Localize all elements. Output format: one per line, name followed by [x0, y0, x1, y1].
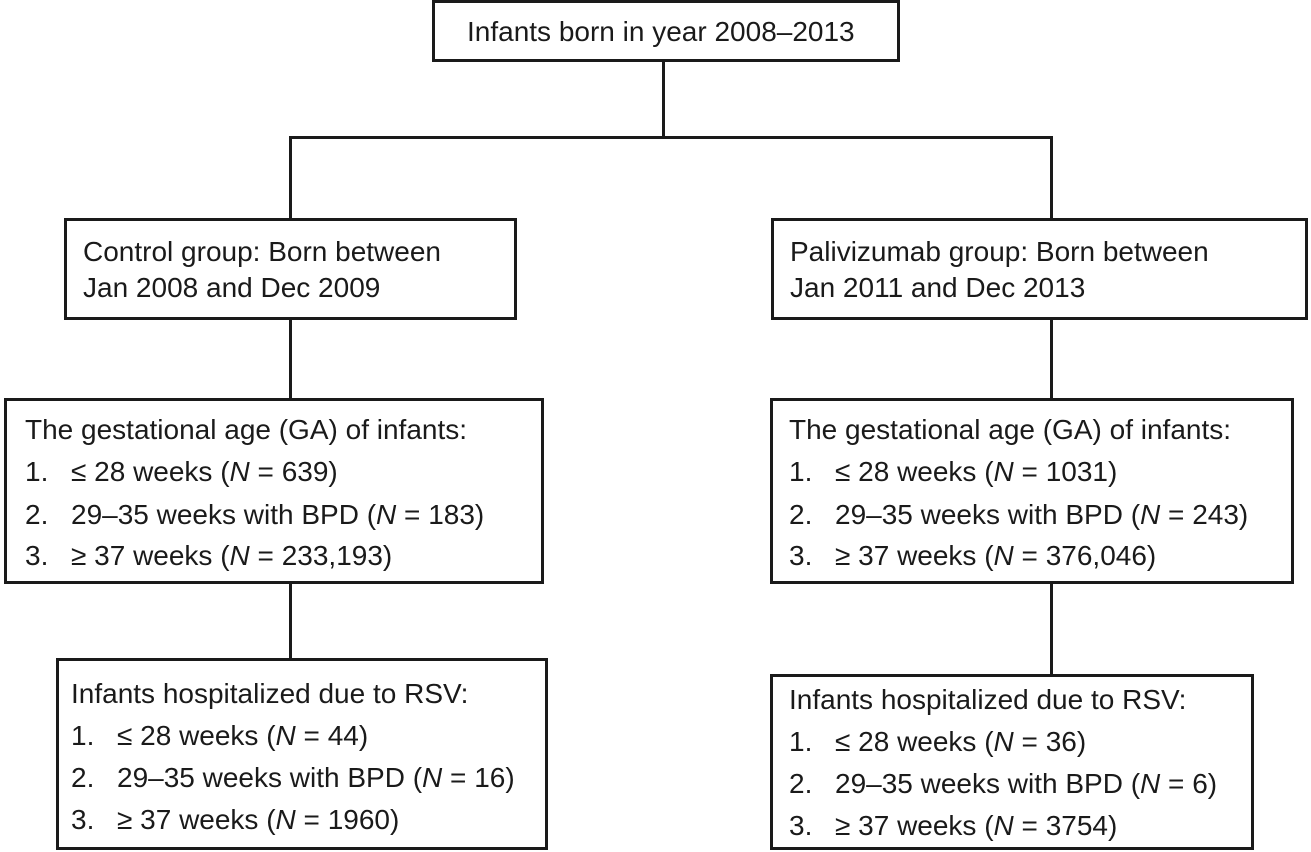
top-box-title: Infants born in year 2008–2013 [467, 16, 855, 47]
control-hosp-item: 1. ≤ 28 weeks (N = 44) [71, 720, 369, 751]
top-box [432, 0, 900, 62]
connector-control-to-hosp [289, 582, 292, 660]
connector-left-down [289, 136, 292, 220]
connector-right-down [1050, 136, 1053, 220]
connector-pali-to-ga [1050, 318, 1053, 400]
control-group-line1: Control group: Born between [83, 236, 441, 267]
control-group-line2: Jan 2008 and Dec 2009 [83, 272, 381, 303]
connector-top-down [662, 62, 665, 138]
palivizumab-hosp-item: 3. ≥ 37 weeks (N = 3754) [789, 810, 1118, 841]
connector-pali-to-hosp [1050, 582, 1053, 676]
control-ga-item: 1. ≤ 28 weeks (N = 639) [25, 456, 338, 487]
control-ga-title: The gestational age (GA) of infants: [25, 414, 468, 445]
palivizumab-group-line1: Palivizumab group: Born between [790, 236, 1209, 267]
connector-horizontal [289, 136, 1053, 139]
palivizumab-ga-item: 1. ≤ 28 weeks (N = 1031) [789, 456, 1118, 487]
palivizumab-hosp-title: Infants hospitalized due to RSV: [789, 684, 1187, 715]
palivizumab-ga-item: 2. 29–35 weeks with BPD (N = 243) [789, 499, 1249, 530]
palivizumab-group-line2: Jan 2011 and Dec 2013 [790, 272, 1086, 303]
control-group-box [64, 218, 517, 320]
control-hosp-title: Infants hospitalized due to RSV: [71, 678, 469, 709]
palivizumab-hosp-item: 1. ≤ 28 weeks (N = 36) [789, 726, 1087, 757]
control-ga-item: 3. ≥ 37 weeks (N = 233,193) [25, 540, 393, 571]
palivizumab-group-box [771, 218, 1308, 320]
palivizumab-ga-title: The gestational age (GA) of infants: [789, 414, 1232, 445]
control-hosp-item: 3. ≥ 37 weeks (N = 1960) [71, 804, 400, 835]
palivizumab-hospitalized-box [770, 674, 1254, 850]
control-hospitalized-box [56, 658, 548, 850]
control-ga-box [4, 398, 544, 584]
connector-control-to-ga [289, 318, 292, 400]
control-hosp-item: 2. 29–35 weeks with BPD (N = 16) [71, 762, 515, 793]
palivizumab-ga-box [770, 398, 1294, 584]
palivizumab-ga-item: 3. ≥ 37 weeks (N = 376,046) [789, 540, 1157, 571]
control-ga-item: 2. 29–35 weeks with BPD (N = 183) [25, 499, 485, 530]
palivizumab-hosp-item: 2. 29–35 weeks with BPD (N = 6) [789, 768, 1218, 799]
